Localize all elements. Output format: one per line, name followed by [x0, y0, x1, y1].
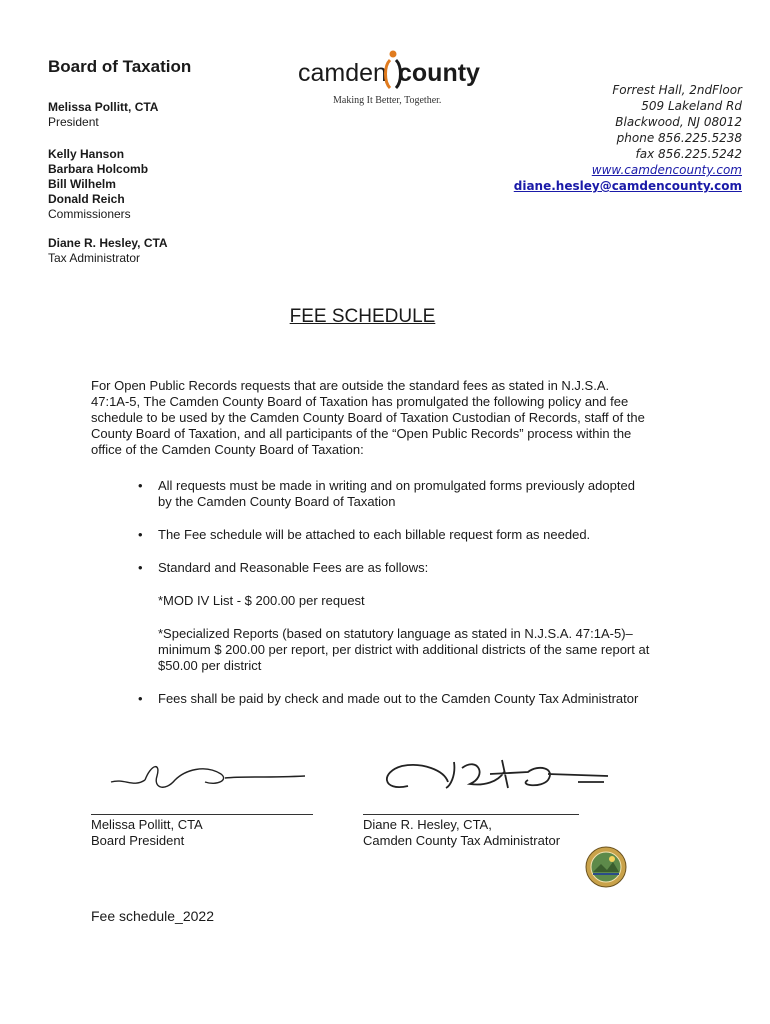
list-item: [91, 560, 651, 576]
policy-list: [91, 478, 651, 724]
left-signature-block: [91, 817, 203, 849]
county-seal-icon: [585, 846, 627, 888]
board-title: Board of Taxation: [48, 57, 192, 76]
logo-tagline: Making It Better, Together.: [333, 95, 442, 106]
list-item-text: All requests must be made in writing and on promulgated forms previously adopted by the Camden County Board of Taxation: [158, 478, 635, 509]
bullet-icon: •: [138, 527, 143, 542]
commissioner-name: Donald Reich: [48, 192, 125, 206]
administrator-role: Tax Administrator: [48, 251, 141, 265]
signature-line: [91, 814, 313, 815]
logo-swoosh-icon: [386, 60, 391, 88]
commissioners-role: Commissioners: [48, 207, 131, 221]
list-item: [91, 527, 651, 543]
commissioners-block: [48, 147, 148, 222]
website-link[interactable]: www.camdencounty.com: [591, 163, 742, 177]
list-item-text: The Fee schedule will be attached to each billable request form as needed.: [158, 527, 591, 542]
bullet-icon: •: [138, 691, 143, 706]
administrator-name: Diane R. Hesley, CTA: [48, 236, 168, 250]
administrator-signature-icon: [378, 752, 613, 802]
commissioner-name: Barbara Holcomb: [48, 162, 149, 176]
fee-item: *MOD IV List - $ 200.00 per request: [158, 593, 365, 608]
address-line: Forrest Hall, 2ndFloor: [612, 83, 742, 97]
document-title: FEE SCHEDULE: [289, 306, 436, 327]
address-block: [514, 82, 742, 194]
fee-item: *Specialized Reports (based on statutory language as stated in N.J.S.A. 47:1A-5)– minimum $ 200.00 per report, per district with additional districts of the same report at $50.00 per district: [158, 626, 650, 673]
president-block: [48, 100, 158, 130]
president-signature-icon: [105, 758, 315, 802]
address-line: 509 Lakeland Rd: [641, 99, 742, 113]
signature-line: [363, 814, 579, 815]
logo-word-left: camden: [298, 59, 387, 87]
address-line: Blackwood, NJ 08012: [615, 115, 742, 129]
list-item: [91, 478, 651, 510]
commissioner-name: Kelly Hanson: [48, 147, 125, 161]
bullet-icon: •: [138, 478, 143, 493]
phone-number: phone 856.225.5238: [616, 131, 742, 145]
document-title-container: [0, 306, 725, 328]
logo-dot-icon: [390, 51, 397, 58]
signer-title: Board President: [91, 833, 185, 848]
email-link[interactable]: diane.hesley@camdencounty.com: [513, 179, 742, 193]
president-role: President: [48, 115, 99, 129]
commissioner-name: Bill Wilhelm: [48, 177, 116, 191]
list-item: [91, 691, 651, 707]
list-item-text: Standard and Reasonable Fees are as follows:: [158, 560, 429, 575]
fax-number: fax 856.225.5242: [635, 147, 742, 161]
administrator-block: [48, 236, 168, 266]
right-signature-block: [363, 817, 560, 849]
footer-label: Fee schedule_2022: [91, 908, 214, 924]
logo-word-right: county: [398, 59, 480, 87]
list-item-text: Fees shall be paid by check and made out to the Camden County Tax Administrator: [158, 691, 639, 706]
signer-name: Melissa Pollitt, CTA: [91, 817, 203, 832]
president-name: Melissa Pollitt, CTA: [48, 100, 159, 114]
intro-paragraph: For Open Public Records requests that are outside the standard fees as stated in N.J.S.A. 47:1A-5, The Camden County Board of Taxation has promulgated the following policy and fee schedule to be used by the Camden County Board of Taxation Custodian of Records, staff of the County Board of Taxation, and all participants of the “Open Public Records” process within the office of the Camden County Board of Taxation:: [91, 378, 645, 457]
bullet-icon: •: [138, 560, 143, 575]
signer-name: Diane R. Hesley, CTA,: [363, 817, 492, 832]
signer-title: Camden County Tax Administrator: [363, 833, 561, 848]
